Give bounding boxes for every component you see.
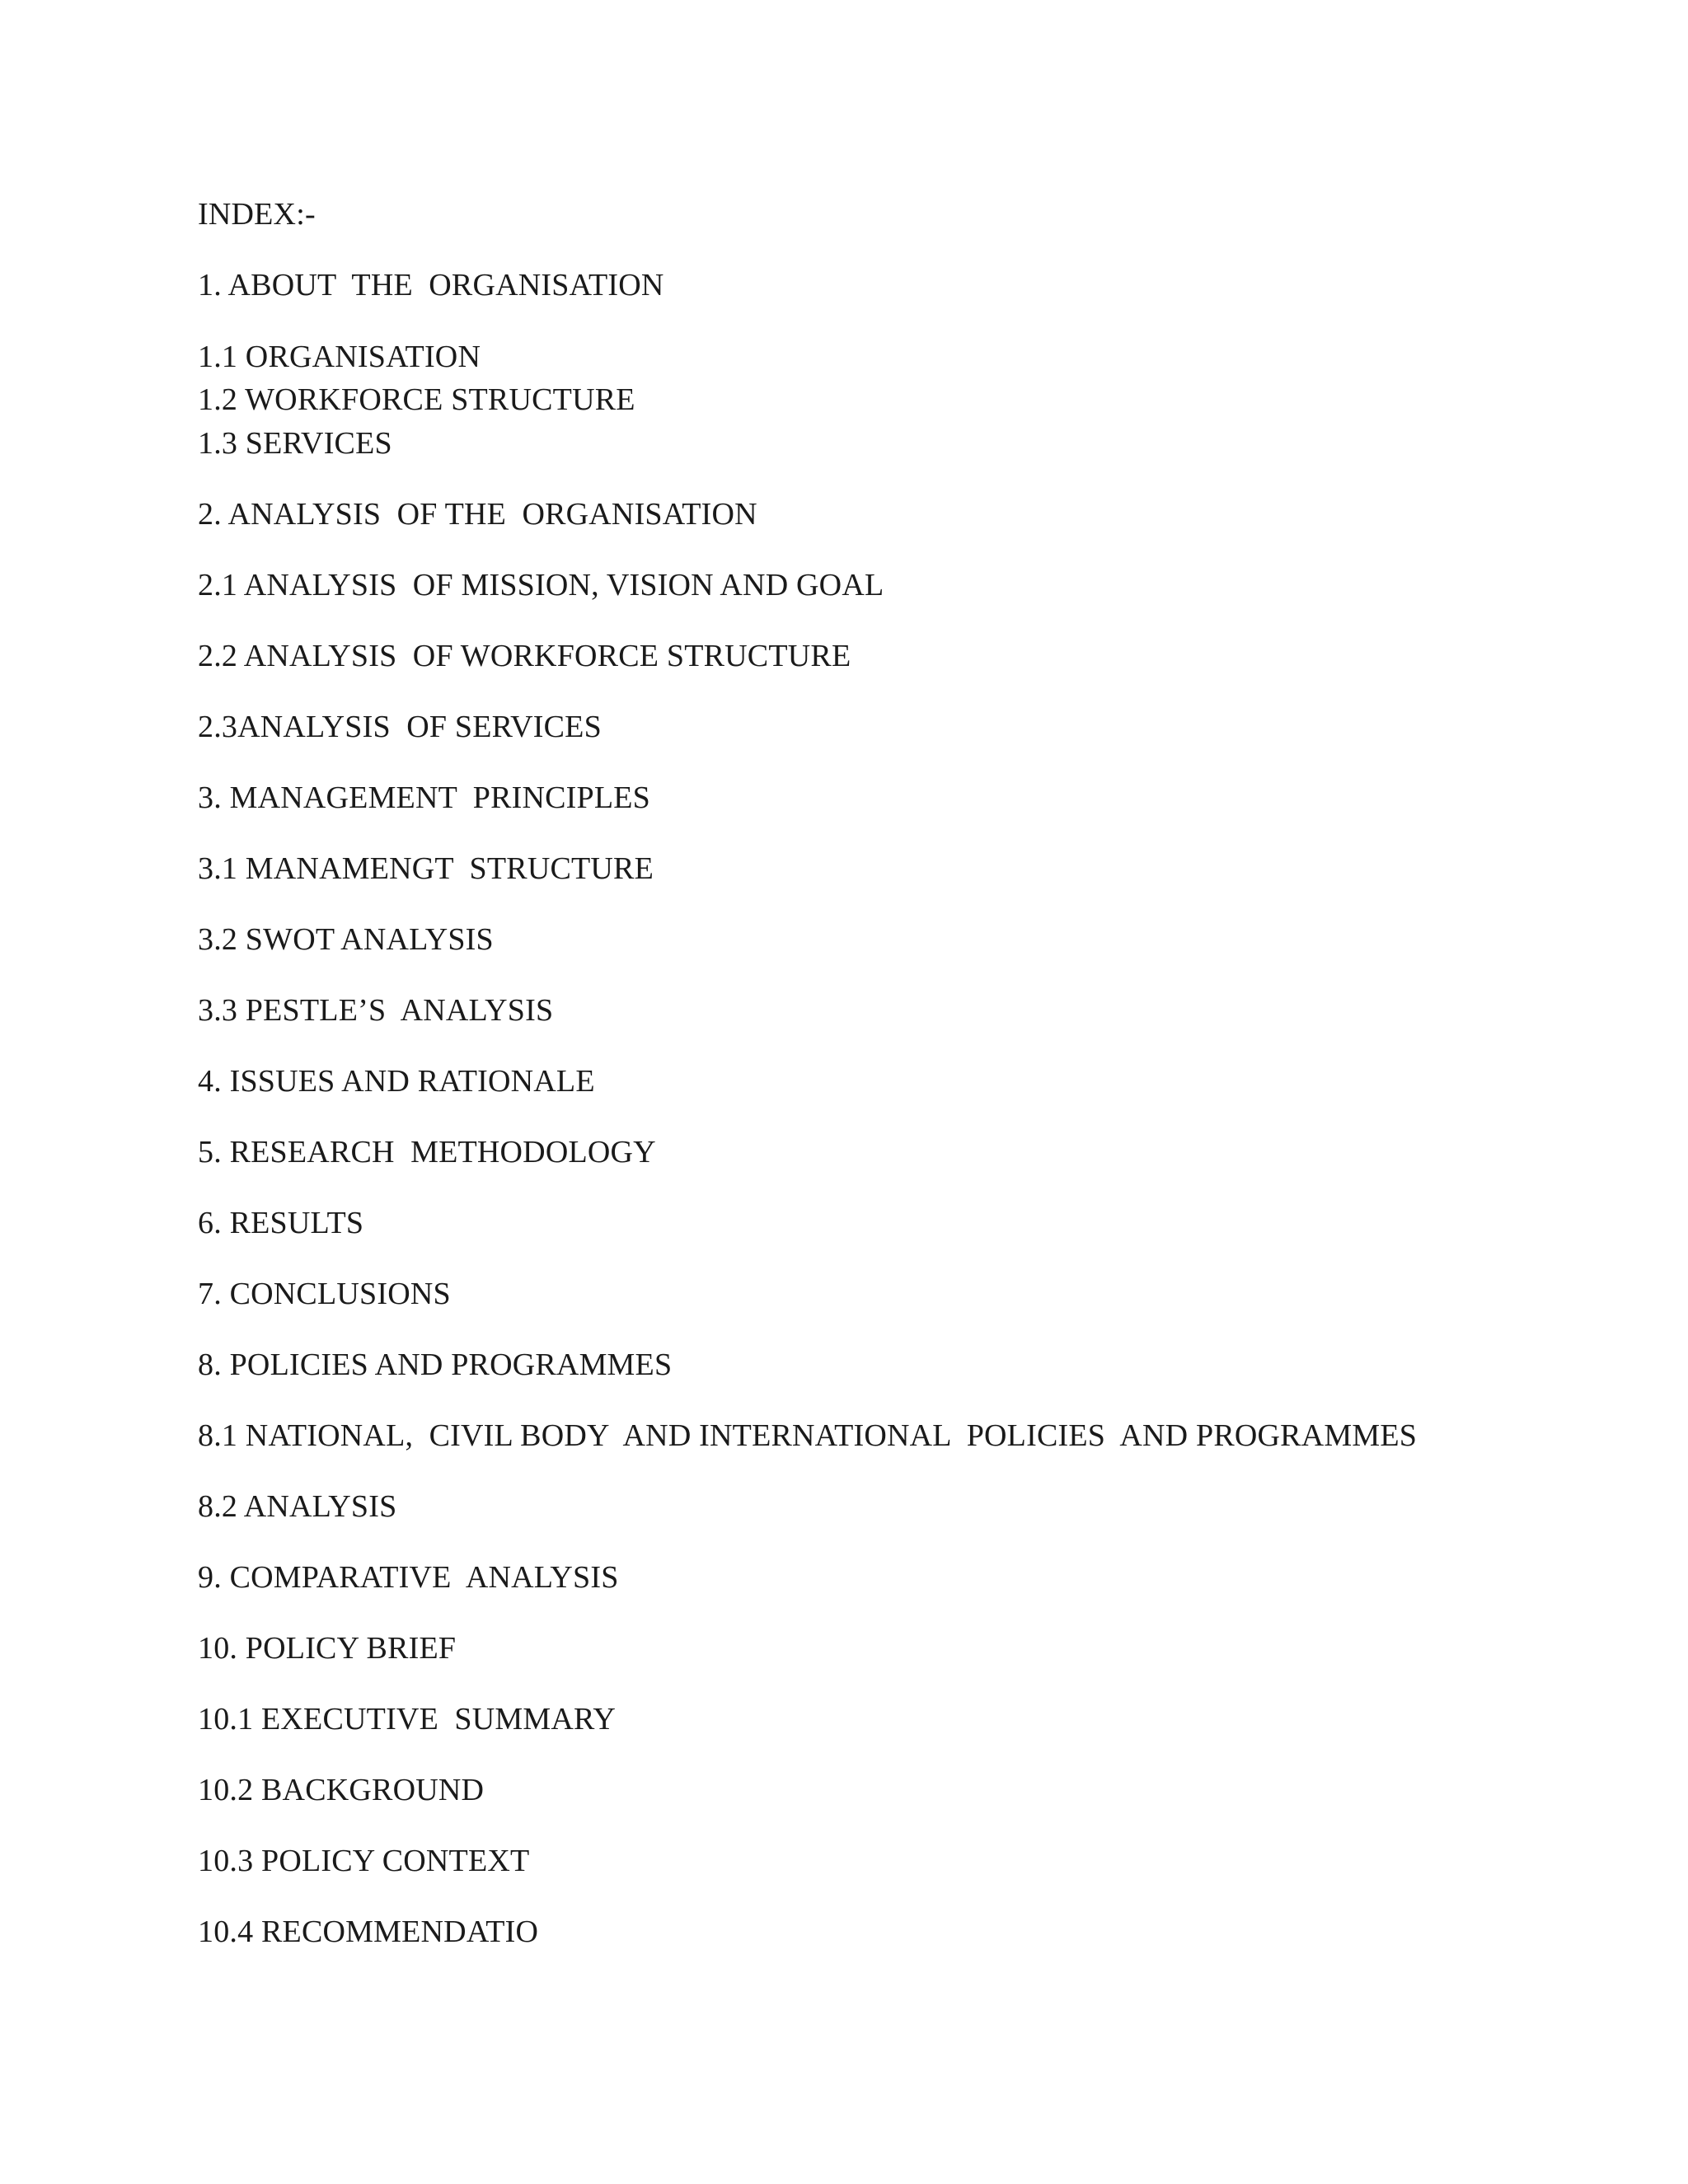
index-entry: 5. RESEARCH METHODOLOGY (198, 1135, 656, 1169)
index-entry: 2. ANALYSIS OF THE ORGANISATION (198, 497, 757, 532)
index-entry: 4. ISSUES AND RATIONALE (198, 1064, 595, 1099)
index-entry: 8.2 ANALYSIS (198, 1489, 397, 1524)
index-entry: 2.3ANALYSIS OF SERVICES (198, 710, 602, 744)
index-entry: 1.1 ORGANISATION (198, 340, 481, 374)
index-entry: 2.1 ANALYSIS OF MISSION, VISION AND GOAL (198, 568, 884, 602)
index-entry: 1. ABOUT THE ORGANISATION (198, 268, 664, 302)
index-heading: INDEX:- (198, 197, 316, 232)
index-entry: 3.1 MANAMENGT STRUCTURE (198, 851, 654, 886)
index-entry: 1.2 WORKFORCE STRUCTURE (198, 382, 635, 417)
index-entry: 10. POLICY BRIEF (198, 1631, 457, 1666)
index-entry: 10.1 EXECUTIVE SUMMARY (198, 1702, 617, 1736)
index-entry: 2.2 ANALYSIS OF WORKFORCE STRUCTURE (198, 639, 851, 673)
index-entry: 3.2 SWOT ANALYSIS (198, 922, 494, 957)
index-entry: 10.2 BACKGROUND (198, 1773, 485, 1807)
index-entry: 6. RESULTS (198, 1206, 364, 1240)
index-entry: 10.4 RECOMMENDATIO (198, 1915, 539, 1949)
index-entry: 8. POLICIES AND PROGRAMMES (198, 1347, 673, 1382)
index-entry: 10.3 POLICY CONTEXT (198, 1844, 530, 1878)
index-entry: 9. COMPARATIVE ANALYSIS (198, 1560, 619, 1595)
index-entry: 7. CONCLUSIONS (198, 1277, 451, 1311)
index-entry: 1.3 SERVICES (198, 426, 392, 461)
index-entry: 3. MANAGEMENT PRINCIPLES (198, 780, 651, 815)
index-entry: 8.1 NATIONAL, CIVIL BODY AND INTERNATIONAL POLICIES AND PROGRAMMES (198, 1418, 1418, 1453)
index-entry: 3.3 PESTLE’S ANALYSIS (198, 993, 554, 1028)
